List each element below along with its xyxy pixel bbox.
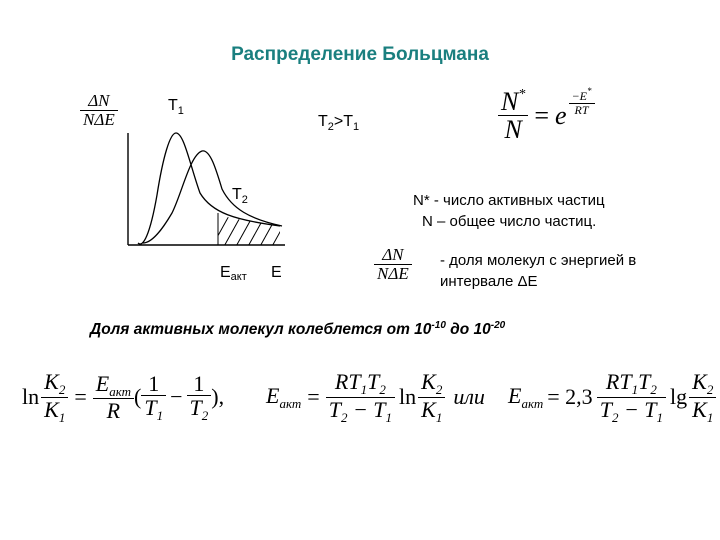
statement-exp1: -10 bbox=[431, 320, 446, 331]
f1-ln: ln bbox=[22, 384, 40, 410]
f3-e: E bbox=[508, 382, 522, 408]
f2-k2-sub: 2 bbox=[435, 382, 443, 397]
formula-top-den: N bbox=[504, 115, 522, 145]
compare-sign: >T bbox=[333, 113, 354, 130]
label-t2-main: T bbox=[232, 186, 242, 203]
eakt-ln-formula bbox=[266, 370, 485, 424]
label-eakt-sub: акт bbox=[230, 271, 247, 283]
f1-k1: K bbox=[44, 396, 59, 422]
f1-t1: T bbox=[144, 394, 157, 420]
formula-top-exp-num-sup: * bbox=[587, 86, 592, 97]
f1-e: E bbox=[95, 370, 110, 396]
f3-den-t2: T bbox=[599, 396, 612, 422]
f3-den-minus: − T bbox=[618, 396, 657, 422]
f3-den-sub1: 1 bbox=[656, 409, 664, 425]
curve-t2 bbox=[143, 151, 282, 243]
f1-close-paren: ), bbox=[211, 384, 225, 410]
f1-t2-sub: 2 bbox=[201, 407, 209, 423]
formula-top-eq: = bbox=[534, 100, 550, 130]
label-eakt bbox=[220, 264, 247, 283]
label-t2-sub: 2 bbox=[241, 194, 248, 206]
formula-top-base: e bbox=[555, 100, 567, 130]
compare-t2-sub: 2 bbox=[327, 121, 334, 133]
f1-minus: − bbox=[170, 384, 183, 410]
f2-den-sub2: 2 bbox=[340, 409, 348, 425]
arrhenius-ln-formula bbox=[22, 370, 224, 424]
statement-mid: до 10 bbox=[445, 321, 491, 339]
legend-desc-line-1: - доля молекул с энергией в bbox=[440, 252, 637, 269]
formula-top-exp-den: RT bbox=[574, 102, 589, 117]
f3-k1: K bbox=[692, 396, 707, 422]
boltzmann-graph bbox=[110, 85, 310, 260]
f2-k1: K bbox=[421, 396, 436, 422]
formula-top-exp-num: −E bbox=[571, 89, 587, 104]
label-t1-main: T bbox=[168, 97, 178, 114]
f1-k2: K bbox=[44, 369, 59, 394]
label-e-axis: E bbox=[271, 264, 282, 281]
f2-e: E bbox=[266, 382, 280, 408]
f3-num-sub1: 1 bbox=[631, 382, 639, 397]
f1-e-sub: акт bbox=[109, 383, 131, 399]
compare-t2: T bbox=[318, 113, 328, 130]
f2-e-sub: акт bbox=[279, 395, 302, 411]
f3-k1-sub: 1 bbox=[706, 409, 714, 425]
slide-title: Распределение Больцмана bbox=[231, 44, 489, 65]
f1-t1-sub: 1 bbox=[156, 407, 164, 423]
f1-k2-sub: 2 bbox=[58, 382, 66, 397]
f1-one-b: 1 bbox=[187, 372, 212, 396]
label-eakt-main: E bbox=[220, 264, 231, 281]
f2-k2: K bbox=[421, 369, 436, 394]
f3-k2: K bbox=[692, 369, 707, 394]
f3-num: RT bbox=[605, 369, 632, 394]
label-t1-sub: 1 bbox=[177, 105, 184, 117]
f3-eq: = 2,3 bbox=[547, 384, 593, 410]
f3-e-sub: акт bbox=[521, 395, 544, 411]
label-t2 bbox=[232, 186, 248, 206]
formula-top-num: N bbox=[501, 87, 519, 116]
f2-num-t2: T bbox=[367, 369, 380, 394]
f2-den-sub1: 1 bbox=[385, 409, 393, 425]
f3-lg: lg bbox=[670, 384, 688, 410]
f2-eq: = bbox=[307, 384, 320, 410]
f2-num-sub1: 1 bbox=[360, 382, 368, 397]
boltzmann-formula bbox=[498, 88, 595, 144]
y-axis-label-den: NΔE bbox=[83, 109, 115, 129]
legend-fraction bbox=[374, 246, 412, 283]
f2-k1-sub: 1 bbox=[435, 409, 443, 425]
y-axis-label-num: ΔN bbox=[80, 92, 118, 111]
f1-t2: T bbox=[189, 394, 202, 420]
legend-line-2: N – общее число частиц. bbox=[422, 213, 597, 230]
f2-num: RT bbox=[334, 369, 361, 394]
f2-den-minus: − T bbox=[347, 396, 386, 422]
label-t1 bbox=[168, 97, 184, 117]
formula-top-exponent bbox=[569, 87, 595, 116]
f2-ln: ln bbox=[399, 384, 417, 410]
f3-k2-sub: 2 bbox=[706, 382, 714, 397]
statement-text: Доля активных молекул колеблется от 10 bbox=[90, 321, 432, 339]
f3-den-sub2: 2 bbox=[611, 409, 619, 425]
compare-t1-sub: 1 bbox=[353, 121, 360, 133]
f3-num-t2: T bbox=[638, 369, 651, 394]
legend-desc-line-2: интервале ΔЕ bbox=[440, 273, 538, 290]
f3-num-sub2: 2 bbox=[650, 382, 657, 397]
legend-frac-num: ΔN bbox=[374, 246, 412, 265]
f1-k1-sub: 1 bbox=[58, 409, 66, 425]
f2-num-sub2: 2 bbox=[379, 382, 386, 397]
eakt-lg-formula bbox=[508, 370, 716, 424]
legend-frac-den: NΔE bbox=[377, 263, 409, 283]
hatched-area bbox=[210, 205, 295, 250]
f1-open-paren: ( bbox=[134, 384, 142, 410]
f2-ili: или bbox=[453, 384, 485, 410]
formula-top-num-sup: * bbox=[518, 87, 526, 102]
f2-den-t2: T bbox=[328, 396, 341, 422]
active-fraction-statement bbox=[90, 320, 505, 339]
f1-one-a: 1 bbox=[141, 372, 166, 396]
legend-line-1: N* - число активных частиц bbox=[413, 192, 605, 209]
f1-eq: = bbox=[74, 384, 87, 410]
statement-exp2: -20 bbox=[490, 320, 506, 331]
f1-r: R bbox=[106, 398, 121, 424]
label-t2-gt-t1 bbox=[318, 113, 359, 133]
